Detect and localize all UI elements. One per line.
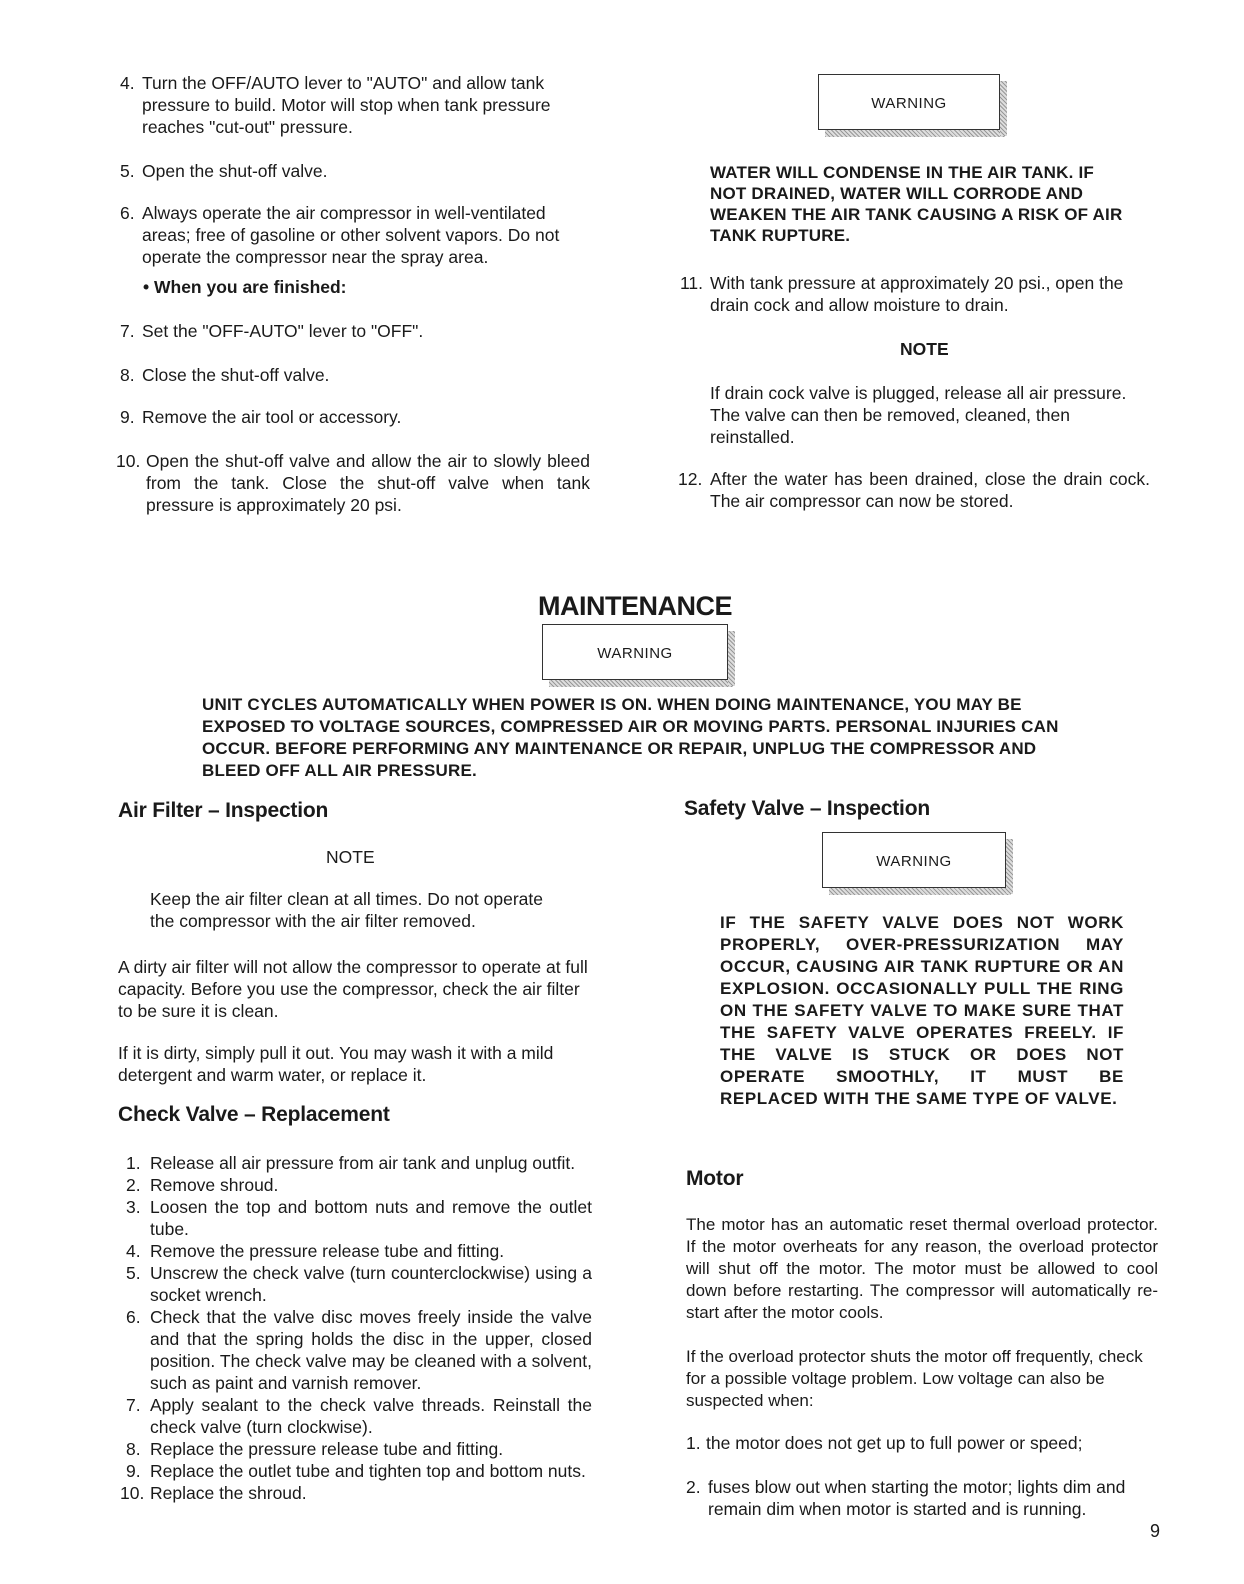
warning-label: WARNING	[871, 95, 947, 112]
step-number: 9.	[126, 1461, 141, 1481]
list-item	[126, 1152, 592, 1174]
warning-text: WATER WILL CONDENSE IN THE AIR TANK. IF NOT DRAINED, WATER WILL CORRODE AND WEAKEN THE AIR TANK CAUSING A RISK OF AIR TANK RUPTURE.	[710, 163, 1123, 245]
item-text: fuses blow out when starting the motor; lights dim and remain dim when motor is started and is running.	[708, 1477, 1126, 1519]
step-6	[120, 202, 590, 268]
step-text: Check that the valve disc moves freely inside the valve and that the spring holds the disc in the upper, closed position. The check valve may be cleaned with a solvent, such as paint and varnish remover.	[150, 1307, 592, 1393]
step-number: 7.	[126, 1395, 141, 1415]
paragraph: A dirty air filter will not allow the compressor to operate at full capacity. Before you use the compressor, check the air filter to be sure it is clean.	[118, 957, 588, 1021]
step-8	[120, 364, 590, 386]
step-text: Replace the outlet tube and tighten top and bottom nuts.	[150, 1461, 586, 1481]
page-number: 9	[1150, 1521, 1161, 1541]
step-number: 8.	[126, 1439, 141, 1459]
step-text: Remove the pressure release tube and fitting.	[150, 1241, 505, 1261]
note-label: NOTE	[326, 847, 375, 867]
step-number: 10.	[116, 451, 141, 471]
list-item	[126, 1174, 592, 1196]
step-text: Replace the pressure release tube and fitting.	[150, 1439, 504, 1459]
step-text: Release all air pressure from air tank and unplug outfit.	[150, 1153, 576, 1173]
step-7	[120, 320, 590, 342]
section-heading: Safety Valve – Inspection	[684, 797, 930, 820]
section-heading: Motor	[686, 1167, 744, 1190]
step-number: 12.	[678, 469, 703, 489]
item-number: 1.	[686, 1433, 701, 1453]
list-item	[126, 1394, 592, 1438]
step-number: 4.	[126, 1241, 141, 1261]
step-text: Apply sealant to the check valve threads. Reinstall the check valve (turn clockwise).	[150, 1395, 592, 1437]
step-number: 5.	[120, 161, 135, 181]
note-label: NOTE	[900, 339, 949, 359]
list-item	[126, 1196, 592, 1240]
step-number: 1.	[126, 1153, 141, 1173]
step-9	[120, 406, 590, 428]
check-valve-steps	[120, 1152, 592, 1504]
step-text: Remove shroud.	[150, 1175, 279, 1195]
finished-label: • When you are finished:	[143, 277, 347, 297]
step-text: After the water has been drained, close the drain cock. The air compressor can now be stored.	[710, 469, 1150, 511]
paragraph: If it is dirty, simply pull it out. You may wash it with a mild detergent and warm water, or replace it.	[118, 1043, 554, 1085]
item-number: 2.	[686, 1477, 701, 1497]
step-number: 8.	[120, 365, 135, 385]
step-11	[680, 272, 1150, 316]
warning-label: WARNING	[597, 645, 673, 662]
warning-box	[822, 832, 1006, 888]
list-item	[126, 1262, 592, 1306]
step-text: Open the shut-off valve.	[142, 161, 328, 181]
step-text: Replace the shroud.	[150, 1483, 307, 1503]
step-text: Close the shut-off valve.	[142, 365, 330, 385]
list-item	[126, 1460, 592, 1482]
list-item	[120, 1482, 592, 1504]
paragraph: The motor has an automatic reset thermal overload protector. If the motor overheats for any reason, the overload protector will shut off the motor. The motor must be allowed to cool down before restarting. The compressor will automatically re-start after the motor cools.	[686, 1215, 1158, 1322]
warning-text: UNIT CYCLES AUTOMATICALLY WHEN POWER IS ON. WHEN DOING MAINTENANCE, YOU MAY BE EXPOSED TO VOLTAGE SOURCES, COMPRESSED AIR OR MOVING PARTS. PERSONAL INJURIES CAN OCCUR. BEFORE PERFORMING ANY MAINTENANCE OR REPAIR, UNPLUG THE COMPRESSOR AND BLEED OFF ALL AIR PRESSURE.	[202, 695, 1059, 780]
list-item	[686, 1432, 1158, 1454]
list-item	[686, 1476, 1158, 1520]
note-text: If drain cock valve is plugged, release all air pressure. The valve can then be removed, cleaned, then reinstalled.	[710, 383, 1127, 447]
step-5	[120, 160, 590, 182]
section-heading: Check Valve – Replacement	[118, 1103, 390, 1126]
step-text: With tank pressure at approximately 20 psi., open the drain cock and allow moisture to drain.	[710, 273, 1124, 315]
step-number: 4.	[120, 73, 135, 93]
step-number: 5.	[126, 1263, 141, 1283]
step-number: 11.	[680, 273, 704, 293]
step-number: 9.	[120, 407, 135, 427]
item-text: the motor does not get up to full power or speed;	[706, 1433, 1083, 1453]
step-text: Loosen the top and bottom nuts and remove the outlet tube.	[150, 1197, 592, 1239]
step-4	[120, 72, 590, 138]
step-number: 7.	[120, 321, 135, 341]
step-number: 6.	[120, 203, 135, 223]
warning-box	[542, 624, 728, 680]
note-text: Keep the air filter clean at all times. Do not operate the compressor with the air filter removed.	[150, 889, 543, 931]
paragraph: If the overload protector shuts the motor off frequently, check for a possible voltage problem. Low voltage can also be suspected when:	[686, 1347, 1143, 1410]
warning-label: WARNING	[876, 853, 952, 870]
list-item	[126, 1438, 592, 1460]
list-item	[126, 1306, 592, 1394]
step-text: Turn the OFF/AUTO lever to "AUTO" and allow tank pressure to build. Motor will stop when tank pressure reaches "cut-out" pressure.	[142, 73, 551, 137]
step-text: Remove the air tool or accessory.	[142, 407, 402, 427]
step-number: 10.	[120, 1483, 145, 1503]
list-item	[126, 1240, 592, 1262]
step-number: 3.	[126, 1197, 141, 1217]
step-text: Always operate the air compressor in well-ventilated areas; free of gasoline or other solvent vapors. Do not operate the compressor near the spray area.	[142, 203, 560, 267]
step-number: 6.	[126, 1307, 141, 1327]
step-text: Open the shut-off valve and allow the air to slowly bleed from the tank. Close the shut-off valve when tank pressure is approximately 20 psi.	[146, 451, 590, 515]
step-number: 2.	[126, 1175, 141, 1195]
step-text: Set the "OFF-AUTO" lever to "OFF".	[142, 321, 424, 341]
section-heading: Air Filter – Inspection	[118, 799, 329, 822]
warning-box	[818, 74, 1000, 130]
step-10	[116, 450, 590, 516]
step-12	[678, 468, 1150, 512]
warning-text: IF THE SAFETY VALVE DOES NOT WORK PROPERLY, OVER-PRESSURIZATION MAY OCCUR, CAUSING AIR TANK RUPTURE OR AN EXPLOSION. OCCASIONALLY PULL THE RING ON THE SAFETY VALVE TO MAKE SURE THAT THE SAFETY VALVE OPERATES FREELY. IF THE VALVE IS STUCK OR DOES NOT OPERATE SMOOTHLY, IT MUST BE REPLACED WITH THE SAME TYPE OF VALVE.	[720, 913, 1124, 1108]
page-title: MAINTENANCE	[538, 591, 732, 621]
step-text: Unscrew the check valve (turn counterclockwise) using a socket wrench.	[150, 1263, 592, 1305]
